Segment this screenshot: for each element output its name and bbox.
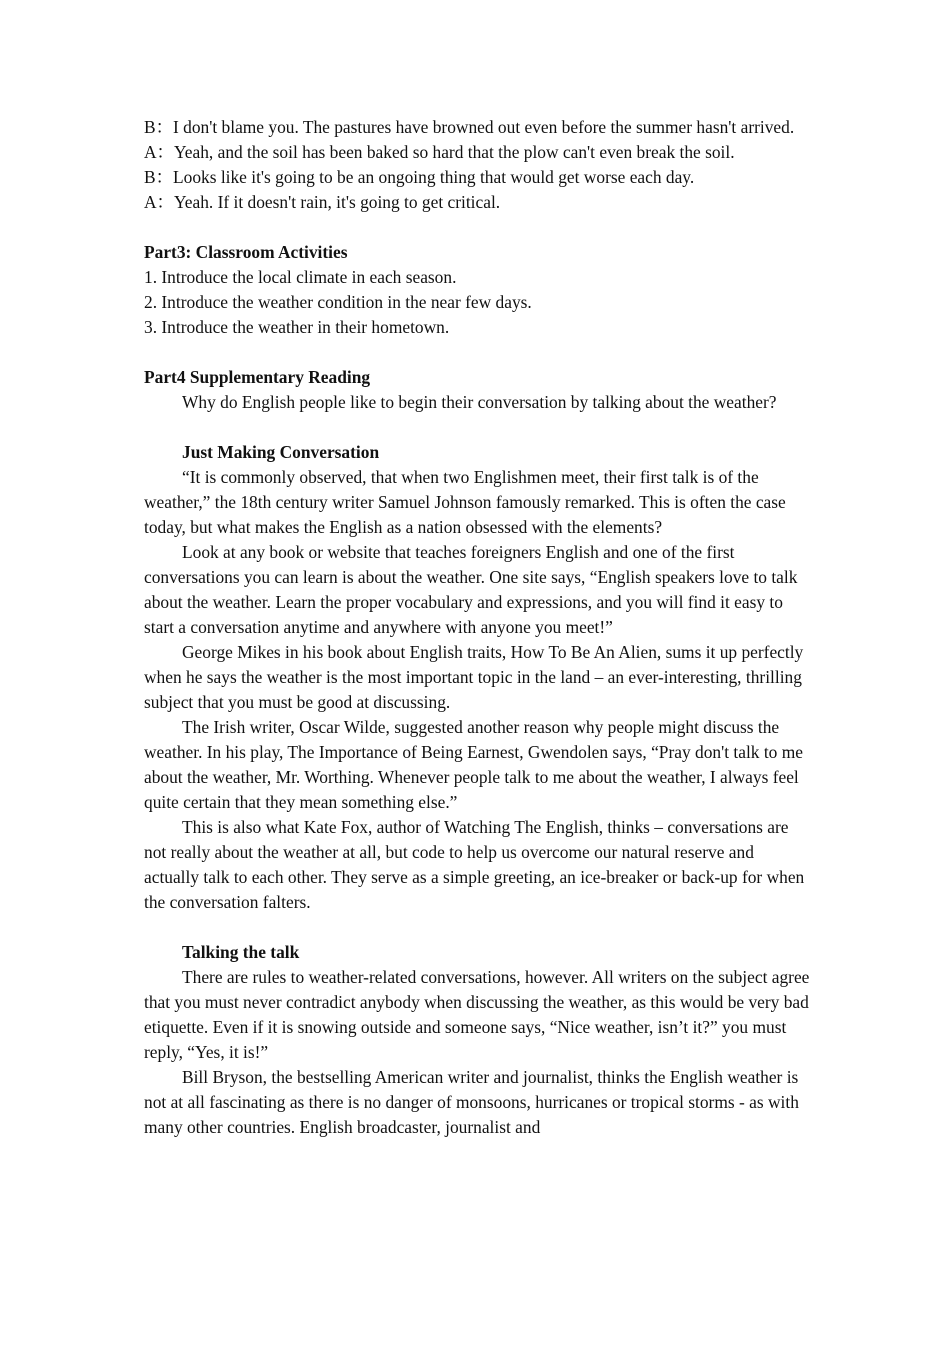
dialogue-line: [144, 140, 812, 165]
dialogue-speaker: B：: [144, 117, 173, 137]
dialogue-text: Yeah. If it doesn't rain, it's going to get critical.: [173, 192, 501, 212]
dialogue-line: [144, 115, 812, 140]
spacer: [144, 415, 812, 440]
dialogue-text: Yeah, and the soil has been baked so hard that the plow can't even break the soil.: [173, 142, 735, 162]
spacer: [144, 915, 812, 940]
part3-section: [144, 240, 812, 340]
document-page: [144, 115, 812, 1140]
body-paragraph: “It is commonly observed, that when two Englishmen meet, their first talk is of the weather,” the 18th century writer Samuel Johnson famously remarked. This is often the case today, but what makes the English as a nation obsessed with the elements?: [144, 467, 786, 537]
spacer: [144, 215, 812, 240]
activity-item: 3. Introduce the weather in their hometown.: [144, 317, 450, 337]
dialogue-line: [144, 165, 812, 190]
dialogue-speaker: A：: [144, 142, 174, 162]
dialogue-speaker: B：: [144, 167, 173, 187]
dialogue-block: [144, 115, 812, 215]
part4-section: [144, 365, 812, 1140]
spacer: [144, 340, 812, 365]
body-paragraph: There are rules to weather-related conversations, however. All writers on the subject agree that you must never contradict anybody when discussing the weather, as this would be very bad etiquette. Even if it is snowing outside and someone says, “Nice weather, isn’t it?” you must reply, “Yes, it is!”: [144, 967, 810, 1062]
part3-heading: Part3: Classroom Activities: [144, 242, 348, 262]
part4-heading: Part4 Supplementary Reading: [144, 367, 371, 387]
body-paragraph: George Mikes in his book about English traits, How To Be An Alien, sums it up perfectly when he says the weather is the most important topic in the land – an ever-interesting, thrilling subject that you must be good at discussing.: [144, 642, 804, 712]
activity-item: 2. Introduce the weather condition in the near few days.: [144, 292, 532, 312]
section-heading-talking-the-talk: Talking the talk: [182, 942, 300, 962]
dialogue-text: Looks like it's going to be an ongoing thing that would get worse each day.: [173, 167, 695, 187]
activity-item: 1. Introduce the local climate in each season.: [144, 267, 457, 287]
body-paragraph: Look at any book or website that teaches foreigners English and one of the first conversations you can learn is about the weather. One site says, “English speakers love to talk about the weather. Learn the proper vocabulary and expressions, and you will find it easy to start a conversation anytime and anywhere with anyone you meet!”: [144, 542, 798, 637]
dialogue-text: I don't blame you. The pastures have browned out even before the summer hasn't arrived.: [173, 117, 795, 137]
body-paragraph: The Irish writer, Oscar Wilde, suggested another reason why people might discuss the weather. In his play, The Importance of Being Earnest, Gwendolen says, “Pray don't talk to me about the weather, Mr. Worthing. Whenever people talk to me about the weather, I always feel quite certain that they mean something else.”: [144, 717, 803, 812]
section-heading-just-making-conversation: Just Making Conversation: [182, 442, 380, 462]
part4-intro: Why do English people like to begin their conversation by talking about the weather?: [182, 392, 777, 412]
dialogue-speaker: A：: [144, 192, 174, 212]
body-paragraph: Bill Bryson, the bestselling American writer and journalist, thinks the English weather is not at all fascinating as there is no danger of monsoons, hurricanes or tropical storms - as with many other countries. English broadcaster, journalist and: [144, 1067, 799, 1137]
dialogue-line: [144, 190, 812, 215]
body-paragraph: This is also what Kate Fox, author of Watching The English, thinks – conversations are not really about the weather at all, but code to help us overcome our natural reserve and actually talk to each other. They serve as a simple greeting, an ice-breaker or back-up for when the conversation falters.: [144, 817, 805, 912]
